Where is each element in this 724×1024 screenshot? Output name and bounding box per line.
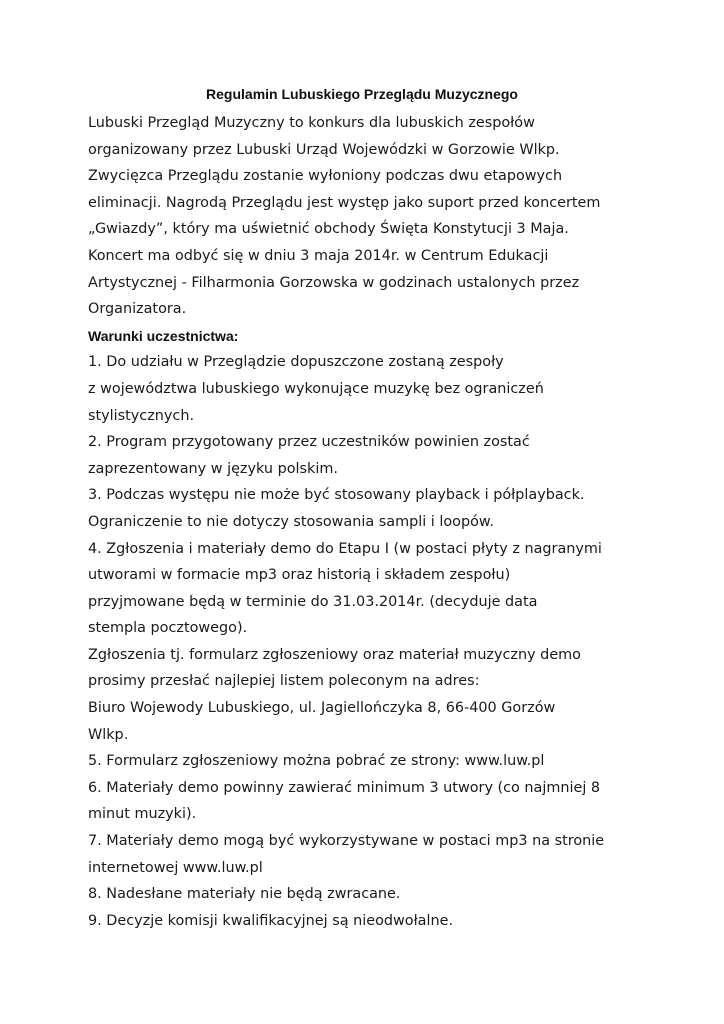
condition-line: 7. Materiały demo mogą być wykorzystywane w postaci mp3 na stronie — [88, 833, 605, 850]
intro-line: Zwycięzca Przeglądu zostanie wyłoniony podczas dwu etapowych — [88, 168, 563, 185]
condition-line: stylistycznych. — [88, 407, 195, 424]
condition-line: przyjmowane będą w terminie do 31.03.2014r. (decyduje data — [88, 593, 538, 610]
intro-line: organizowany przez Lubuski Urząd Wojewódzki w Gorzowie Wlkp. — [88, 141, 560, 158]
conditions-heading: Warunki uczestnictwa: — [88, 327, 239, 344]
condition-line: stempla pocztowego). — [88, 620, 248, 637]
condition-line: 3. Podczas występu nie może być stosowany playback i półplayback. — [88, 487, 585, 504]
intro-line: Lubuski Przegląd Muzyczny to konkurs dla lubuskich zespołów — [88, 115, 535, 131]
intro-line: „Gwiazdy”, który ma uświetnić obchody Święta Konstytucji 3 Maja. — [88, 221, 569, 238]
condition-line: 1. Do udziału w Przeglądzie dopuszczone zostaną zespoły — [88, 354, 504, 371]
condition-line: 5. Formularz zgłoszeniowy można pobrać ze strony: www.luw.pl — [88, 753, 545, 770]
condition-line: Zgłoszenia tj. formularz zgłoszeniowy oraz materiał muzyczny demo — [88, 646, 581, 663]
condition-line: internetowej www.luw.pl — [88, 859, 263, 876]
condition-line: utworami w formacie mp3 oraz historią i składem zespołu) — [88, 567, 511, 584]
document-body — [88, 110, 688, 934]
condition-line: z województwa lubuskiego wykonujące muzykę bez ograniczeń — [88, 380, 544, 397]
intro-line: Organizatora. — [88, 301, 187, 318]
intro-line: Artystycznej - Filharmonia Gorzowska w godzinach ustalonych przez — [88, 274, 580, 291]
condition-line: 4. Zgłoszenia i materiały demo do Etapu I (w postaci płyty z nagranymi — [88, 540, 602, 557]
condition-line: zaprezentowany w języku polskim. — [88, 460, 338, 477]
document-title: Regulamin Lubuskiego Przeglądu Muzycznego — [206, 86, 518, 102]
condition-line: 2. Program przygotowany przez uczestników powinien zostać — [88, 434, 530, 451]
condition-line: prosimy przesłać najlepiej listem poleconym na adres: — [88, 673, 480, 690]
intro-line: Koncert ma odbyć się w dniu 3 maja 2014r. w Centrum Edukacji — [88, 247, 549, 264]
condition-line: minut muzyki). — [88, 806, 197, 823]
intro-line: eliminacji. Nagrodą Przeglądu jest występ jako suport przed koncertem — [88, 194, 601, 211]
condition-line: Ograniczenie to nie dotyczy stosowania sampli i loopów. — [88, 513, 494, 530]
condition-line: Biuro Wojewody Lubuskiego, ul. Jagiellończyka 8, 66-400 Gorzów — [88, 700, 556, 717]
condition-line: 8. Nadesłane materiały nie będą zwracane. — [88, 886, 401, 903]
condition-line: 9. Decyzje komisji kwalifikacyjnej są nieodwołalne. — [88, 912, 454, 929]
condition-line: Wlkp. — [88, 726, 129, 743]
condition-line: 6. Materiały demo powinny zawierać minimum 3 utwory (co najmniej 8 — [88, 779, 601, 796]
